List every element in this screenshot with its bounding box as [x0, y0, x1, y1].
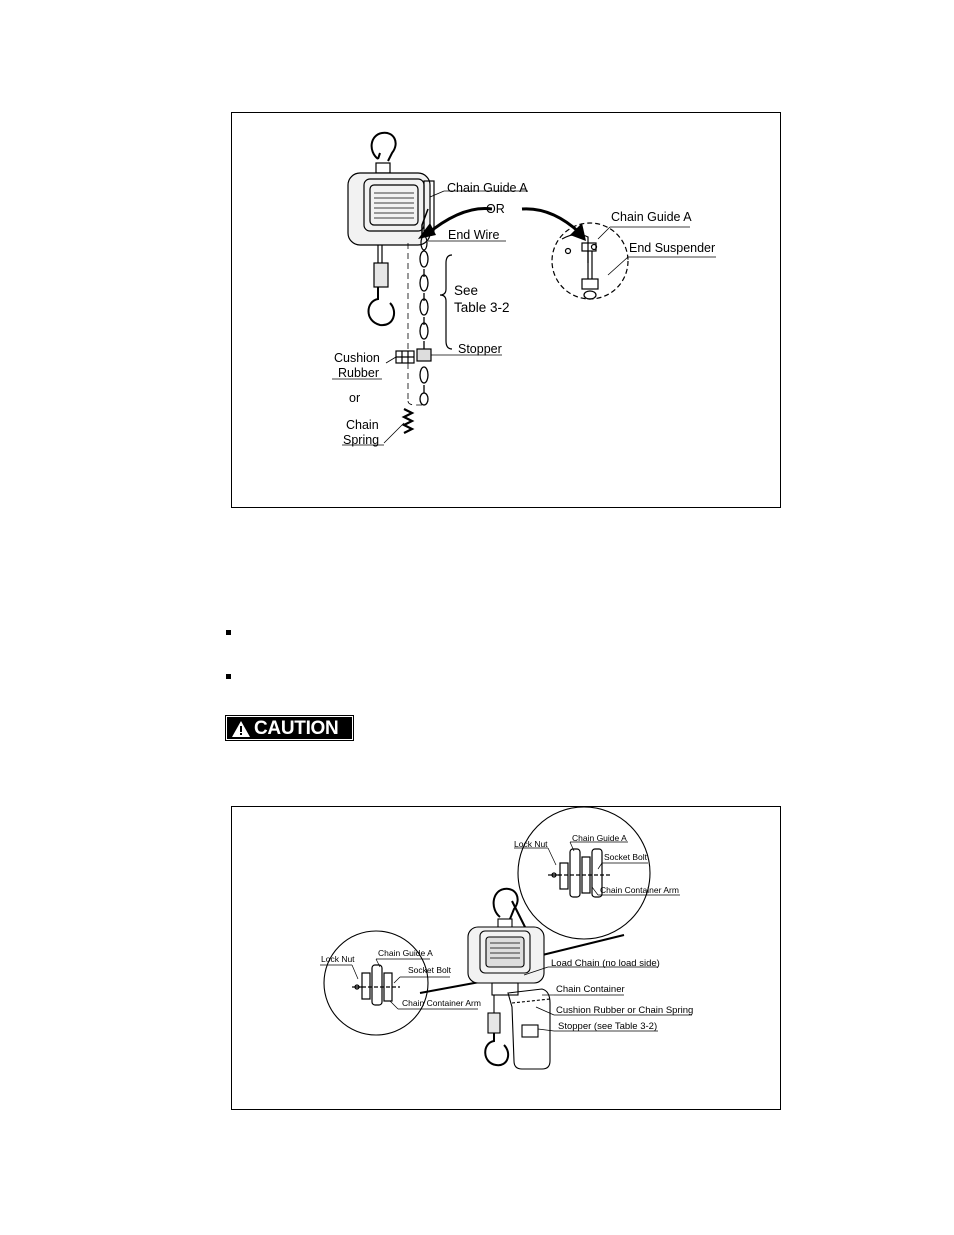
- bullet-point-1: [226, 630, 231, 635]
- label-socket-bolt-left: Socket Bolt: [408, 965, 451, 975]
- label-load-chain: Load Chain (no load side): [551, 958, 660, 969]
- label-cushion: Cushion: [334, 351, 380, 365]
- label-table-ref: Table 3-2: [454, 300, 510, 315]
- caution-label: CAUTION: [254, 718, 339, 739]
- label-see: See: [454, 283, 479, 298]
- bullet-point-2: [226, 674, 231, 679]
- caution-badge: [227, 717, 352, 739]
- label-chain-container-arm-left: Chain Container Arm: [402, 998, 481, 1008]
- label-cushion-or-spring: Cushion Rubber or Chain Spring: [556, 1005, 694, 1016]
- label-end-wire: End Wire: [448, 228, 500, 242]
- label-or: OR: [486, 202, 505, 216]
- label-chain-guide-a-top: Chain Guide A: [572, 833, 627, 843]
- label-stopper: Stopper: [458, 342, 502, 356]
- label-end-suspender: End Suspender: [629, 241, 716, 255]
- label-socket-bolt-top: Socket Bolt: [604, 852, 647, 862]
- label-chain-container-arm-top: Chain Container Arm: [600, 885, 679, 895]
- label-chain-guide-a-left: Chain Guide A: [378, 948, 433, 958]
- label-or-lower: or: [349, 391, 361, 405]
- figure-chain-end-assembly: [231, 112, 781, 508]
- label-chain-container: Chain Container: [556, 984, 625, 995]
- label-chain-guide-a: Chain Guide A: [447, 181, 528, 195]
- warning-triangle-icon: [232, 721, 250, 737]
- label-rubber: Rubber: [338, 366, 379, 380]
- hoist-end-wire-diagram: [232, 113, 780, 507]
- label-lock-nut-left: Lock Nut: [321, 954, 355, 964]
- chain-container-diagram: [232, 807, 780, 1109]
- label-chain-guide-a-detail: Chain Guide A: [611, 210, 692, 224]
- figure-chain-container-assembly: [231, 806, 781, 1110]
- label-chain: Chain: [346, 418, 379, 432]
- label-spring: Spring: [343, 433, 380, 447]
- label-lock-nut-top: Lock Nut: [514, 839, 548, 849]
- label-stopper-ref: Stopper (see Table 3-2): [558, 1021, 658, 1032]
